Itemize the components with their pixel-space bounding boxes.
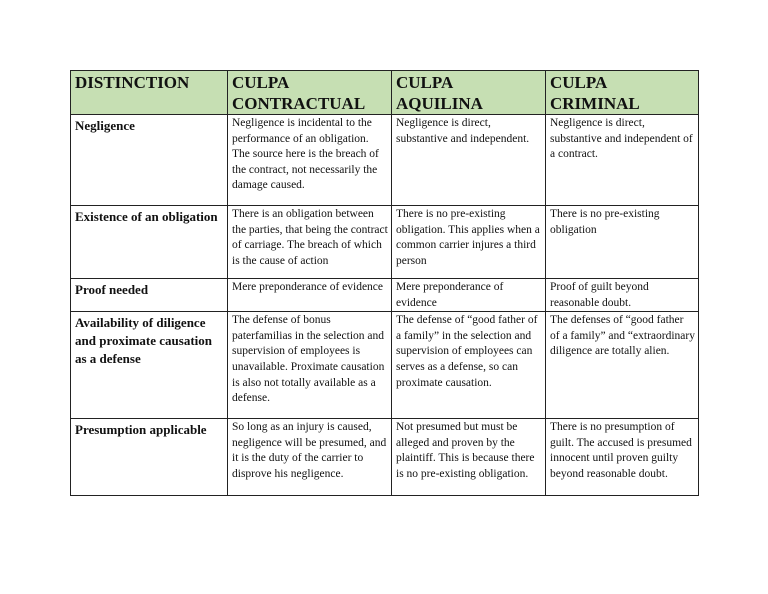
table-cell: The defense of bonus paterfamilias in the selection and supervision of employees is unavailable. Proximate causation is also not totally available as a defense. (228, 312, 392, 419)
header-row (71, 71, 699, 115)
table-cell: Negligence is direct, substantive and independent. (392, 115, 546, 206)
table-cell: Mere preponderance of evidence (228, 279, 392, 312)
row-label: Availability of diligence and proximate causation as a defense (71, 312, 228, 419)
table-cell: Mere preponderance of evidence (392, 279, 546, 312)
table-cell: There is an obligation between the parties, that being the contract of carriage. The breach of which is the cause of action (228, 206, 392, 279)
table-cell: So long as an injury is caused, negligence will be presumed, and it is the duty of the carrier to disprove his negligence. (228, 419, 392, 496)
header-culpa-criminal: CULPA CRIMINAL (546, 71, 699, 115)
table-row (71, 206, 699, 279)
table-cell: Negligence is incidental to the performance of an obligation. The source here is the breach of the contract, not necessarily the damage caused. (228, 115, 392, 206)
table-row (71, 312, 699, 419)
row-label: Proof needed (71, 279, 228, 312)
table-cell: There is no pre-existing obligation. This applies when a common carrier injures a third person (392, 206, 546, 279)
header-culpa-contractual: CULPA CONTRACTUAL (228, 71, 392, 115)
table-row (71, 419, 699, 496)
table-cell: Proof of guilt beyond reasonable doubt. (546, 279, 699, 312)
row-label: Presumption applicable (71, 419, 228, 496)
table-cell: There is no pre-existing obligation (546, 206, 699, 279)
table-cell: There is no presumption of guilt. The accused is presumed innocent until proven guilty beyond reasonable doubt. (546, 419, 699, 496)
table-cell: Not presumed but must be alleged and proven by the plaintiff. This is because there is no pre-existing obligation. (392, 419, 546, 496)
table-cell: The defenses of “good father of a family” and “extraordinary diligence are totally alien. (546, 312, 699, 419)
table-cell: The defense of “good father of a family” in the selection and supervision of employees can serves as a defense, so can proximate causation. (392, 312, 546, 419)
row-label: Existence of an obligation (71, 206, 228, 279)
row-label: Negligence (71, 115, 228, 206)
header-distinction: DISTINCTION (71, 71, 228, 115)
distinction-table (70, 70, 699, 496)
header-culpa-aquilina: CULPA AQUILINA (392, 71, 546, 115)
table-row (71, 279, 699, 312)
table-cell: Negligence is direct, substantive and independent of a contract. (546, 115, 699, 206)
table-row (71, 115, 699, 206)
